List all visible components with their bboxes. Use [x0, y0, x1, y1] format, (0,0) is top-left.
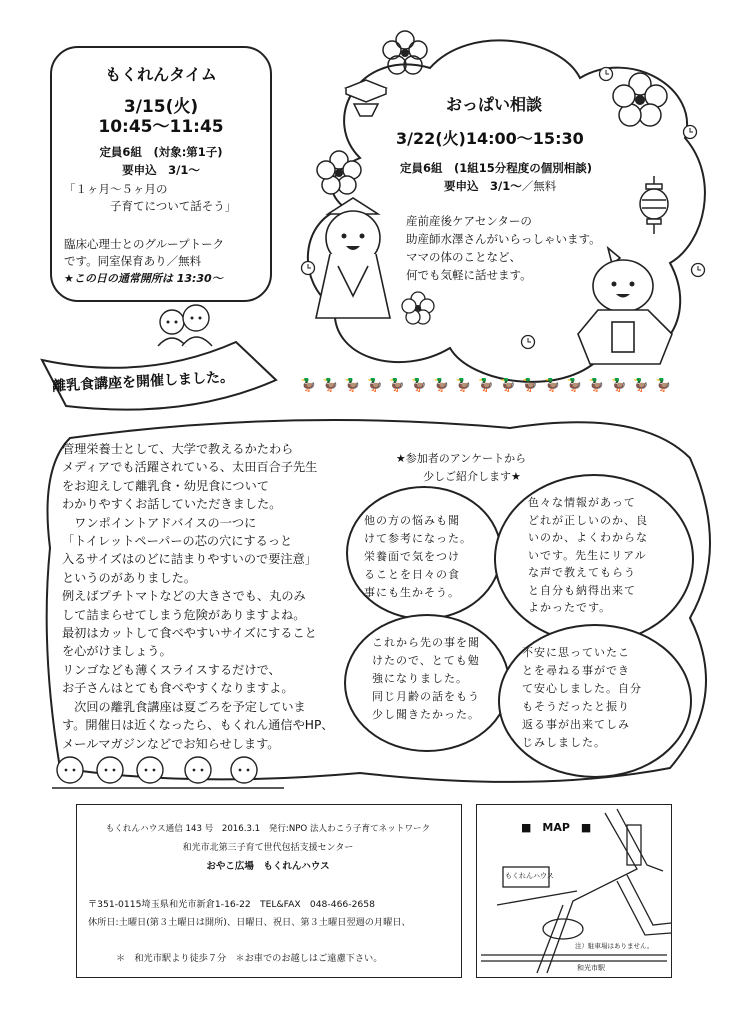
- bubble-line: いのか、よくわからな: [528, 531, 648, 544]
- oppai-title: おっぱい相談: [446, 95, 543, 114]
- duck-border-decoration: 🦆🦆🦆🦆🦆🦆🦆🦆🦆🦆🦆🦆🦆🦆🦆🦆🦆: [300, 378, 678, 393]
- report-line: メールマガジンなどでお知らせします。: [62, 736, 280, 751]
- bubble-line: いです。先生にリアル: [528, 548, 647, 562]
- footer-access: ＊ 和光市駅より徒歩７分 ＊お車でのお越しはご遠慮下さい。: [116, 953, 383, 964]
- map-label-house: もくれんハウス: [505, 872, 554, 880]
- survey-heading-line2: 少しご紹介します★: [423, 470, 521, 483]
- report-line: ワンポイントアドバイスの一つに: [62, 515, 257, 530]
- report-line: 次回の離乳食講座は夏ごろを予定していま: [62, 699, 306, 714]
- bubble-line: 他の方の悩みも聞: [364, 514, 460, 527]
- bubble-line: もそうだったと振り: [522, 700, 630, 713]
- report-line: お子さんはとても食べやすくなりますよ。: [62, 681, 294, 696]
- bubble-line: とを尋ねる事ができ: [522, 664, 630, 677]
- flower-icon: [610, 70, 670, 130]
- mokuren-time-desc1: 臨床心理士とのグループトーク: [64, 237, 225, 251]
- mokuren-time-date: 3/15(火): [123, 97, 199, 117]
- bubble-line: 不安に思っていたこ: [522, 646, 630, 659]
- bubble-line: どれが正しいのか、良: [528, 513, 648, 527]
- bubble-line: な声で教えてもらう: [528, 566, 636, 579]
- mokuren-time-box: [50, 46, 272, 302]
- report-line: して詰まらせてしまう危険がありますよね。: [62, 607, 306, 622]
- children-eating-illustration: [48, 752, 288, 794]
- mokuren-time-apply: 要申込 3/1〜: [122, 163, 200, 177]
- survey-bubble-2-text: [528, 494, 648, 617]
- bubble-line: 色々な情報があって: [528, 496, 636, 509]
- oppai-capacity: 定員6組 (1組15分程度の個別相談): [400, 161, 593, 175]
- survey-bubble-4-text: [522, 644, 642, 752]
- flower-icon: [400, 290, 436, 326]
- hishimochi-icon: [336, 76, 396, 120]
- bubble-line: これから先の事を聞: [372, 636, 480, 649]
- oppai-desc-line: ママの体のことなど、: [406, 250, 521, 264]
- oppai-fee-separator: ／: [521, 179, 534, 193]
- report-line: リンゴなども薄くスライスするだけで、: [62, 662, 281, 677]
- clock-icon: [520, 334, 536, 350]
- bubble-line: 栄養面で気をつけ: [364, 550, 460, 563]
- mokuren-time-capacity: 定員6組 (対象:第1子): [99, 145, 223, 159]
- clock-icon: [690, 262, 706, 278]
- bubble-line: と自分も納得出来て: [528, 583, 636, 597]
- bubble-line: 少し聞きたかった。: [372, 708, 480, 721]
- bubble-line: て安心しました。自分: [522, 682, 642, 695]
- oppai-apply: 要申込 3/1〜: [444, 179, 522, 193]
- footer-address: 〒351-0115埼玉県和光市新倉1-16-22 TEL&FAX 048-466-2658: [88, 899, 375, 910]
- map-note: 注）駐車場はありません。: [575, 942, 654, 950]
- mokuren-time-title: もくれんタイム: [105, 65, 217, 84]
- oppai-fee: 無料: [533, 179, 557, 193]
- bubble-line: 事にも生かそう。: [364, 586, 460, 599]
- ohinasama-doll-illustration: [308, 196, 398, 322]
- report-line: 「トイレットペーパーの芯の穴にするっと: [62, 534, 293, 549]
- survey-heading-line1: ★参加者のアンケートから: [395, 452, 527, 465]
- report-line: というのがありました。: [62, 570, 197, 585]
- mokuren-time-desc2: です。同室保育あり／無料: [64, 254, 202, 268]
- footer-name: おやこ広場 もくれんハウス: [206, 861, 330, 872]
- oppai-description: [406, 212, 601, 284]
- report-line: わかりやすくお話していただきました。: [62, 497, 282, 512]
- report-line: メディアでも活躍されている、太田百合子先生: [62, 460, 318, 475]
- bubble-line: 強になりました。: [372, 672, 468, 685]
- report-line: 例えばプチトマトなどの大きさでも、丸のみ: [62, 589, 306, 604]
- bubble-line: けたので、とても勉: [372, 654, 480, 667]
- flower-icon: [380, 28, 430, 78]
- clock-icon: [598, 66, 614, 82]
- flower-icon: [314, 148, 364, 198]
- bubble-line: けて参考になった。: [364, 532, 472, 545]
- report-text: [62, 440, 333, 753]
- clock-icon: [682, 124, 698, 140]
- mokuren-time-quote2: 子育てについて話そう」: [110, 199, 237, 213]
- map-label-station: 和光市駅: [577, 964, 605, 972]
- mokuren-time-time: 10:45〜11:45: [98, 117, 224, 137]
- mokuren-time-note: ★この日の通常開所は 13:30〜: [64, 272, 223, 285]
- oppai-desc-line: 助産師水澤さんがいらっしゃいます。: [406, 232, 601, 246]
- oppai-desc-line: 何でも気軽に話せます。: [406, 268, 532, 282]
- map-title: ■ MAP ■: [521, 821, 592, 834]
- report-line: を心がけましょう。: [62, 644, 172, 659]
- bubble-line: 同じ月齢の話をもう: [372, 690, 480, 703]
- bubble-line: 返る事が出来てしみ: [522, 718, 630, 731]
- lantern-icon: [636, 176, 672, 236]
- report-line: す。開催日は近くなったら、もくれん通信やHP、: [62, 718, 334, 733]
- oppai-datetime: 3/22(火)14:00〜15:30: [396, 129, 584, 148]
- map-box: [476, 804, 672, 978]
- footer-issue: もくれんハウス通信 143 号 2016.3.1 発行:NPO 法人わこう子育てネットワーク: [105, 824, 431, 834]
- banner-title: 離乳食講座を開催しました。: [51, 369, 235, 395]
- footer-closed: 休所日:土曜日(第３土曜日は開所)、日曜日、祝日、第３土曜日翌週の月曜日、: [88, 917, 411, 928]
- footer-center: 和光市北第三子育て世代包括支援センター: [182, 843, 354, 853]
- report-line: をお迎えして離乳食・幼児食について: [62, 478, 269, 493]
- report-line: 最初はカットして食べやすいサイズにすること: [62, 626, 317, 641]
- bubble-line: よかったです。: [528, 601, 612, 614]
- oppai-desc-line: 産前産後ケアセンターの: [406, 214, 532, 228]
- bubble-line: ることを日々の食: [364, 568, 460, 581]
- survey-bubble-3-text: [372, 634, 480, 724]
- report-line: 入るサイズはのどに詰まりやすいので要注意」: [62, 552, 317, 567]
- mokuren-time-quote1: 「１ヶ月〜５ヶ月の: [64, 182, 168, 196]
- oppai-apply-line: [444, 178, 556, 194]
- survey-bubble-1-text: [364, 512, 472, 602]
- report-line: 管理栄養士として、大学で教えるかたわら: [62, 442, 294, 456]
- bubble-line: じみしました。: [522, 736, 606, 749]
